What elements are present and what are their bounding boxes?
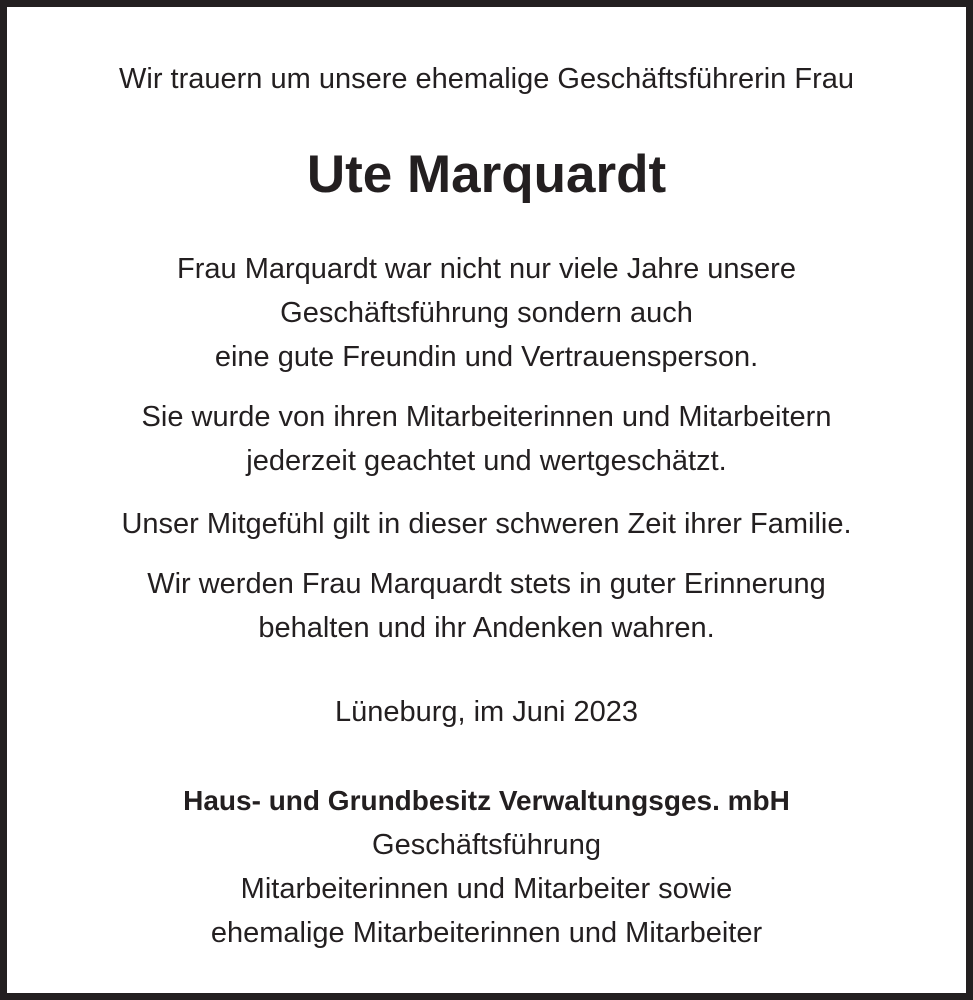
signature-line-1: Geschäftsführung (372, 829, 601, 861)
paragraph-1-line-3: eine gute Freundin und Vertrauensperson. (214, 341, 759, 373)
paragraph-1-line-1: Frau Marquardt war nicht nur viele Jahre unsere (177, 253, 796, 285)
paragraph-2-line-1: Sie wurde von ihren Mitarbeiterinnen und Mitarbeitern (141, 401, 832, 433)
signature-line-2: Mitarbeiterinnen und Mitarbeiter sowie (240, 873, 733, 905)
paragraph-1-line-2: Geschäftsführung sondern auch (280, 297, 693, 329)
deceased-name: Ute Marquardt (306, 145, 667, 204)
paragraph-4-line-1: Wir werden Frau Marquardt stets in guter Erinnerung (147, 568, 826, 600)
paragraph-2-line-2: jederzeit geachtet und wertgeschätzt. (246, 445, 727, 477)
company-name: Haus- und Grundbesitz Verwaltungsges. mbH (183, 785, 790, 816)
paragraph-4-line-2: behalten und ihr Andenken wahren. (258, 612, 715, 644)
intro-line: Wir trauern um unsere ehemalige Geschäftsführerin Frau (119, 63, 854, 95)
signature-line-3: ehemalige Mitarbeiterinnen und Mitarbeiter (210, 917, 763, 949)
paragraph-3-line-1: Unser Mitgefühl gilt in dieser schweren Zeit ihrer Familie. (121, 508, 852, 540)
place-date: Lüneburg, im Juni 2023 (334, 696, 639, 728)
